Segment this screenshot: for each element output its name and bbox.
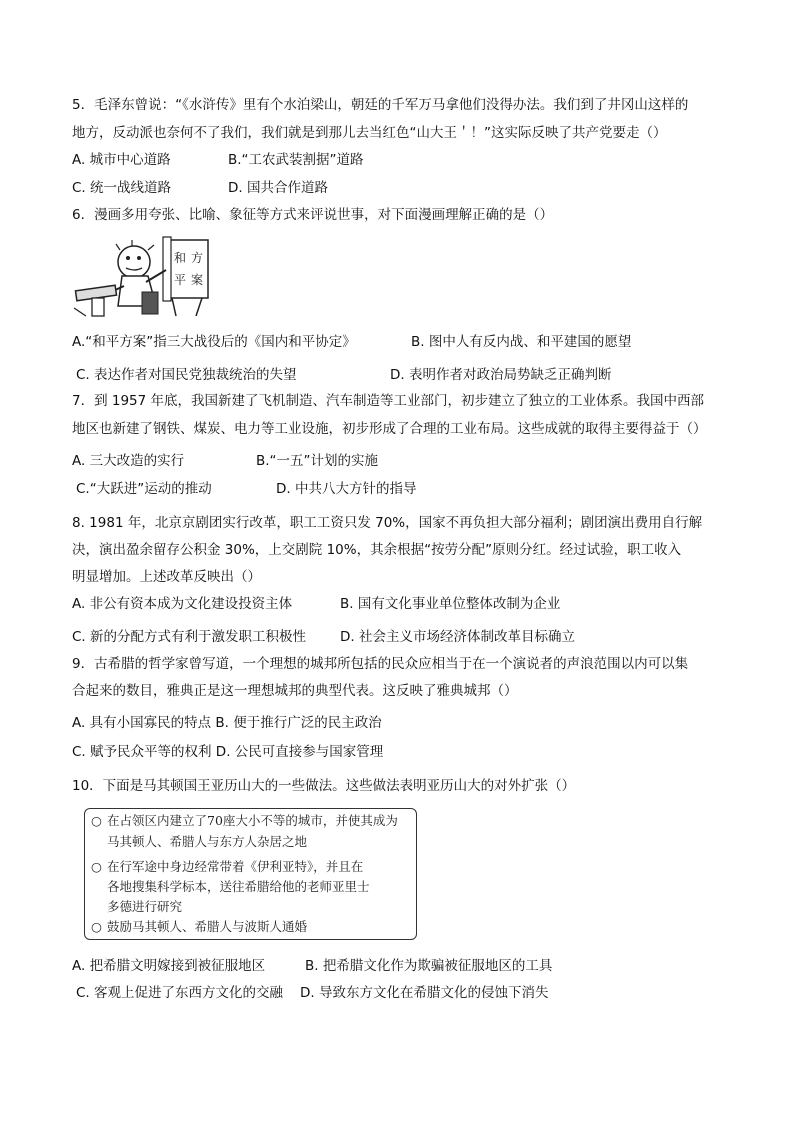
q10-option-d: D. 导致东方文化在希腊文化的侵蚀下消失 — [300, 985, 549, 1001]
q6-option-c: C. 表达作者对国民党独裁统治的失望 — [76, 367, 297, 383]
q5-option-d: D. 国共合作道路 — [228, 180, 328, 196]
material-item-1-line-1: 在占领区内建立了70座大小不等的城市，并使其成为 — [107, 813, 398, 828]
material-item-3-line-1: 鼓励马其顿人、希腊人与波斯人通婚 — [107, 919, 308, 934]
q5-option-c: C. 统一战线道路 — [72, 180, 172, 196]
q5-stem-line-2: 地方，反动派也奈何不了我们，我们就是到那儿去当红色“山大王＇！”这实际反映了共产党要走（） — [72, 125, 667, 141]
q7-stem-line-2: 地区也新建了钢铁、煤炭、电力等工业设施，初步形成了合理的工业布局。这些成就的取得主要得益于（） — [72, 421, 707, 437]
material-item-2-line-1: 在行军途中身边经常带着《伊利亚特》，并且在 — [107, 859, 364, 874]
q5-option-b: B.“工农武装割据”道路 — [228, 152, 364, 168]
q6-option-b: B. 图中人有反内战、和平建国的愿望 — [411, 334, 632, 350]
q9-stem-line-1: 9．古希腊的哲学家曾写道，一个理想的城邦所包括的民众应相当于在一个演说者的声浪范围以内可以集 — [72, 656, 689, 672]
cartoon-sign-char-2: 方 — [191, 251, 204, 265]
cartoon-illustration — [72, 236, 212, 320]
q6-stem-line-1: 6．漫画多用夸张、比喻、象征等方式来评说世事，对下面漫画理解正确的是（） — [72, 207, 554, 223]
q8-option-c: C. 新的分配方式有利于激发职工积极性 — [72, 629, 307, 645]
q7-option-d: D. 中共八大方针的指导 — [276, 481, 417, 497]
q6-option-d: D. 表明作者对政治局势缺乏正确判断 — [390, 367, 612, 383]
q10-material-box — [84, 808, 417, 940]
q10-option-b: B. 把希腊文化作为欺骗被征服地区的工具 — [305, 958, 553, 974]
material-item-2-line-2: 各地搜集科学标本，送往希腊给他的老师亚里士 — [107, 879, 370, 894]
q7-stem-line-1: 7．到 1957 年底，我国新建了飞机制造、汽车制造等工业部门，初步建立了独立的工业体系。我国中西部 — [72, 393, 705, 409]
q8-option-a: A. 非公有资本成为文化建设投资主体 — [72, 596, 293, 612]
circle-bullet-icon: ○ — [91, 813, 102, 828]
q7-option-b: B.“一五”计划的实施 — [256, 453, 379, 469]
q7-option-c: C.“大跃进”运动的推动 — [76, 481, 212, 497]
q8-option-d: D. 社会主义市场经济体制改革目标确立 — [340, 629, 575, 645]
circle-bullet-icon: ○ — [91, 859, 102, 874]
q6-option-a: A.“和平方案”指三大战役后的《国内和平协定》 — [72, 334, 356, 350]
q9-stem-line-2: 合起来的数目，雅典正是这一理想城邦的典型代表。这反映了雅典城邦（） — [72, 683, 518, 699]
material-item-2-line-3: 多德进行研究 — [107, 899, 183, 914]
q10-option-c: C. 客观上促进了东西方文化的交融 — [76, 985, 284, 1001]
q8-stem-line-2: 决，演出盈余留存公积金 30%，上交剧院 10%，其余根据“按劳分配”原则分红。经过试验，职工收入 — [72, 542, 682, 558]
q5-option-a: A. 城市中心道路 — [72, 152, 171, 168]
q7-option-a: A. 三大改造的实行 — [72, 453, 185, 469]
cartoon-sign-char-1: 和 — [174, 251, 187, 265]
material-item-1-line-2: 马其顿人、希腊人与东方人杂居之地 — [107, 834, 308, 849]
material-item-2 — [91, 857, 363, 876]
q10-stem-line-1: 10．下面是马其顿国王亚历山大的一些做法。这些做法表明亚历山大的对外扩张（） — [72, 778, 576, 794]
q8-stem-line-3: 明显增加。上述改革反映出（） — [72, 569, 261, 585]
cartoon-sign-char-4: 案 — [191, 273, 204, 287]
q8-stem-line-1: 8. 1981 年，北京京剧团实行改革，职工工资只发 70%，国家不再负担大部分福利；剧团演出费用自行解 — [72, 515, 703, 531]
q10-option-a: A. 把希腊文明嫁接到被征服地区 — [72, 958, 266, 974]
q9-options-cd: C. 赋予民众平等的权利 D. 公民可直接参与国家管理 — [72, 744, 384, 760]
q8-option-b: B. 国有文化事业单位整体改制为企业 — [340, 596, 561, 612]
q9-options-ab: A. 具有小国寡民的特点 B. 便于推行广泛的民主政治 — [72, 715, 382, 731]
material-item-1 — [91, 811, 398, 830]
cartoon-sign-char-3: 平 — [174, 273, 187, 287]
material-item-3 — [91, 917, 307, 936]
q5-stem-line-1: 5．毛泽东曾说：“《水浒传》里有个水泊梁山，朝廷的千军万马拿他们没得办法。我们到了井冈山这样的 — [72, 97, 689, 113]
circle-bullet-icon: ○ — [91, 919, 102, 934]
